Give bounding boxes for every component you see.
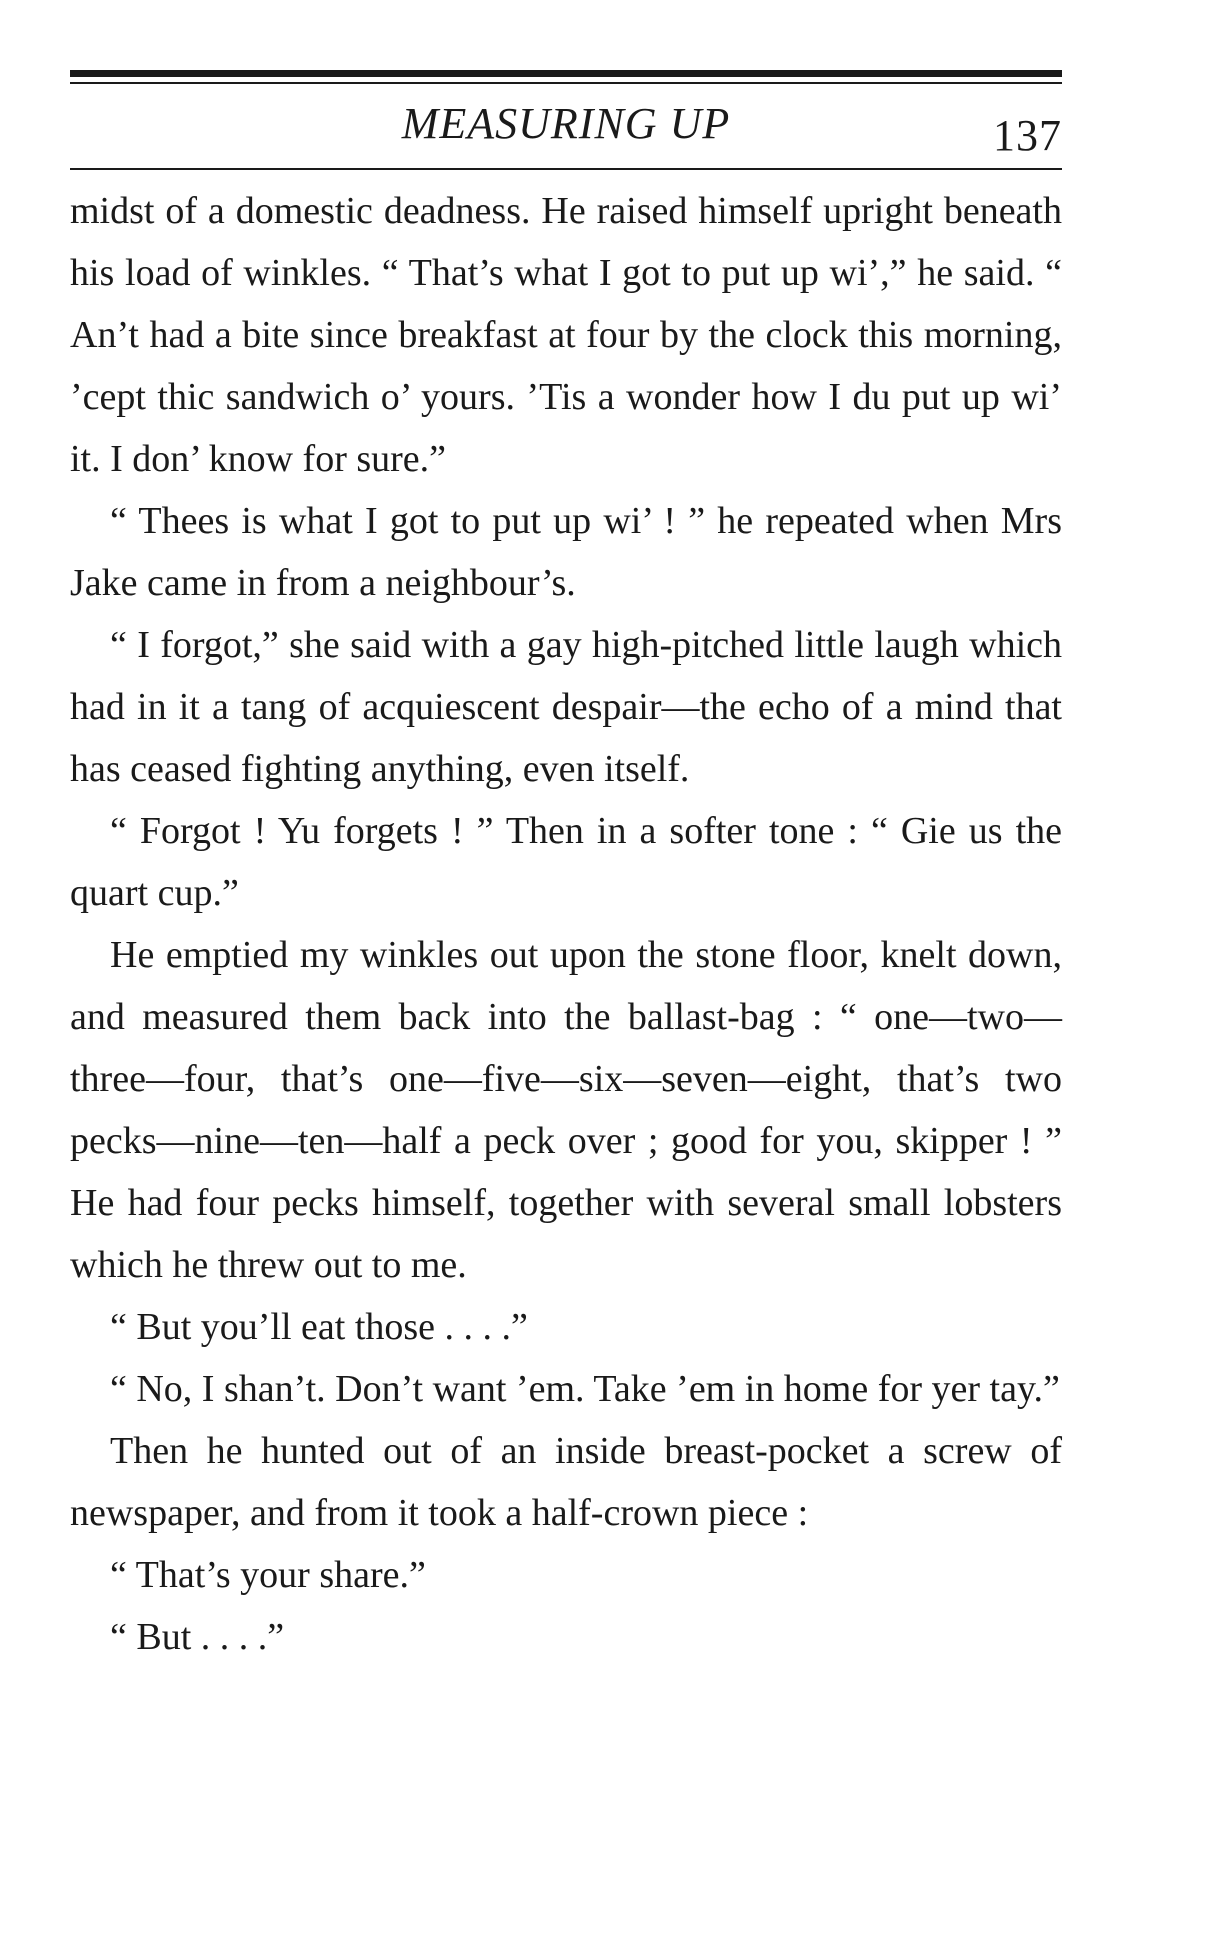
header-rule-thick	[70, 70, 1062, 77]
paragraph: He emptied my winkles out upon the stone floor, knelt down, and measured them back into the ballast-bag : “ one—two—three—four, that’s one—five—six—seven—eight, that’s two pecks—nine—ten—half a peck over ; good for you, skipper ! ” He had four pecks himself, together with several small lobsters which he threw out to me.	[70, 934, 1062, 1286]
paragraph: midst of a domestic deadness. He raised himself upright beneath his load of winkles. “ That’s what I got to put up wi’,” he said. “ An’t had a bite since breakfast at four by the clock this morning, ’cept thic sandwich o’ yours. ’Tis a wonder how I du put up wi’ it. I don’ know for sure.”	[70, 190, 1062, 480]
running-title: MEASURING UP	[401, 99, 731, 148]
paragraph: “ But you’ll eat those . . . .”	[110, 1306, 528, 1348]
paragraph: “ Forgot ! Yu forgets ! ” Then in a softer tone : “ Gie us the quart cup.”	[70, 810, 1062, 914]
paragraph: “ I forgot,” she said with a gay high-pitched little laugh which had in it a tang of acquiescent despair—the echo of a mind that has ceased fighting anything, even itself.	[70, 624, 1062, 790]
paragraph: “ That’s your share.”	[110, 1554, 426, 1596]
running-header	[70, 96, 1062, 166]
paragraph: “ But . . . .”	[110, 1616, 285, 1658]
paragraph: Then he hunted out of an inside breast-pocket a screw of newspaper, and from it took a half-crown piece :	[70, 1430, 1062, 1534]
paragraph: “ Thees is what I got to put up wi’ ! ” he repeated when Mrs Jake came in from a neighbour’s.	[70, 500, 1062, 604]
page-number: 137	[993, 111, 1062, 160]
paragraph: “ No, I shan’t. Don’t want ’em. Take ’em in home for yer tay.”	[110, 1368, 1060, 1410]
body-text	[70, 180, 1062, 1668]
header-rule-bottom	[70, 168, 1062, 170]
header-rule-thin	[70, 82, 1062, 84]
